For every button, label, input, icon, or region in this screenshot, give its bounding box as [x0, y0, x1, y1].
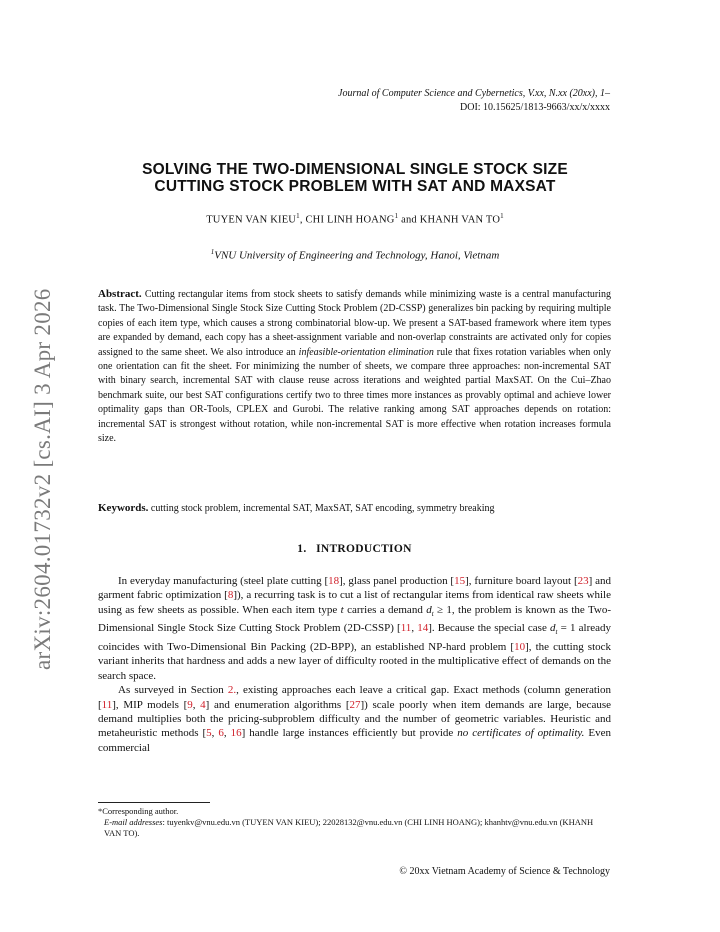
intro-paragraph-1 [98, 574, 611, 683]
citation-link[interactable]: 8 [227, 589, 234, 602]
title-line-1: SOLVING THE TWO-DIMENSIONAL SINGLE STOCK SIZE [142, 161, 568, 178]
math-sub: t [431, 610, 434, 618]
journal-doi: DOI: 10.15625/1813-9663/xx/x/xxxx [460, 102, 610, 113]
citation-link[interactable]: 14 [417, 622, 429, 635]
author-2-affil: 1 [394, 212, 399, 220]
text: , existing approaches each leave a critical gap. Exact methods (column generation [ [98, 684, 611, 711]
abstract [98, 287, 611, 446]
citation-link[interactable]: 9 [187, 698, 193, 711]
intro-paragraph-2 [98, 683, 611, 755]
text: ] handle large instances efficiently but provide [241, 727, 458, 740]
abstract-text-a: Cutting rectangular items from stock sheets to satisfy demands while minimizing waste is a central manufacturing task. The Two-Dimensional Single Stock Size Cutting Stock Problem (2D-CSSP) generalizes bin packing by requiring multiple copies of each item type, which causes a strong combinatorial blow-up. We present a SAT-based framework where item types are expanded by demand, each copy has a sheet-assignment variable and non-overlap constraints are activated only for copies assigned to the same sheet. We also introduce an [98, 289, 611, 358]
email-text: : tuyenkv@vnu.edu.vn (TUYEN VAN KIEU); 22028132@vnu.edu.vn (CHI LINH HOANG); khanhtv@vnu.edu.vn (KHANH VAN TO). [104, 817, 594, 838]
text: ≥ 1, the problem is known as the Two-Dimensional Single Stock Size Cutting Stock Problem (2D-CSSP) [ [98, 603, 612, 635]
section-title: INTRODUCTION [316, 543, 412, 555]
citation-link[interactable]: 11 [400, 622, 412, 635]
text: In everyday manufacturing (steel plate cutting [ [118, 575, 329, 587]
text: As surveyed in Section [118, 684, 228, 697]
abstract-emphasis: infeasible-orientation elimination [298, 346, 434, 358]
citation-link[interactable]: 11 [101, 698, 113, 711]
section-link[interactable]: 2. [227, 684, 237, 697]
keywords-text: cutting stock problem, incremental SAT, MaxSAT, SAT encoding, symmetry breaking [148, 503, 495, 514]
affiliation [100, 248, 610, 262]
author-3-affil: 1 [500, 212, 504, 220]
text: ]. Because the special case [428, 622, 550, 635]
email-label: E-mail addresses [104, 817, 163, 827]
math-var: d [426, 603, 432, 616]
text: = 1 already coincides with Two-Dimensional Bin Packing (2D-BPP), an established NP-hard problem [ [98, 622, 612, 653]
emphasis: no certificates of optimality. [457, 727, 585, 740]
text: , [211, 727, 219, 740]
math-var: d [550, 622, 556, 635]
journal-citation: Journal of Computer Science and Cybernetics, V.xx, N.xx (20xx), 1– [338, 88, 610, 99]
section-number: 1. [297, 543, 307, 555]
author-1: TUYEN VAN KIEU [206, 214, 297, 226]
author-3: KHANH VAN TO [419, 214, 501, 226]
copyright-notice: © 20xx Vietnam Academy of Science & Technology [399, 866, 610, 877]
citation-link[interactable]: 27 [349, 698, 361, 711]
journal-header [338, 87, 610, 115]
paper-title [100, 161, 610, 195]
author-list [100, 212, 610, 226]
affiliation-text: VNU University of Engineering and Technology, Hanoi, Vietnam [214, 249, 500, 262]
citation-link[interactable]: 4 [200, 698, 206, 711]
text: ], the cutting stock variant inherits that hardness and adds a new layer of difficulty rooted in the multiplicative effect of demands on the search space. [98, 641, 612, 682]
citation-link[interactable]: 6 [218, 727, 224, 740]
corresponding-author-note: *Corresponding author. [98, 806, 179, 816]
arxiv-identifier: arXiv:2604.01732v2 [cs.AI] 3 Apr 2026 [30, 288, 55, 670]
text: ]), a recurring task is to cut a list of rectangular items from identical raw sheets while using as few sheets as possible. When each item type [98, 589, 611, 616]
affiliation-marker: 1 [210, 248, 215, 256]
introduction-body [98, 574, 611, 755]
keywords [98, 501, 611, 516]
arxiv-sidebar [0, 270, 60, 670]
citation-link[interactable]: 18 [328, 575, 340, 587]
citation-link[interactable]: 15 [454, 575, 466, 587]
keywords-label: Keywords. [98, 502, 149, 514]
text: , [192, 698, 201, 711]
text: ] and garment fabric optimization [ [98, 575, 612, 602]
text: Even commercial [98, 727, 612, 754]
author-separator: , [299, 214, 306, 226]
email-addresses [98, 817, 611, 839]
text: , [411, 622, 418, 635]
citation-link[interactable]: 5 [206, 727, 212, 740]
footnote-rule [98, 802, 210, 803]
citation-link[interactable]: 16 [230, 727, 242, 740]
author-2: CHI LINH HOANG [305, 214, 395, 226]
text: ], furniture board layout [ [465, 575, 578, 587]
section-heading [98, 543, 611, 555]
text: ]) scale poorly when item demands are large, because demand multiplies both the pricing-subproblem difficulty and the number of geometric variables. Heuristic and metaheuristic methods [ [98, 698, 611, 740]
text: ], MIP models [ [112, 698, 188, 711]
text: ] and enumeration algorithms [ [205, 698, 350, 711]
text: ], glass panel production [ [339, 575, 455, 587]
math-var: t [340, 603, 344, 616]
text: carries a demand [343, 603, 427, 616]
citation-link[interactable]: 10 [514, 641, 526, 653]
author-and: and [398, 214, 420, 226]
author-1-affil: 1 [296, 212, 300, 220]
citation-link[interactable]: 23 [577, 575, 589, 587]
footnote [98, 806, 611, 839]
abstract-label: Abstract. [98, 288, 142, 300]
abstract-text-b: rule that fixes rotation variables when only one orientation can fit the sheet. For minimizing the number of sheets, we compare three approaches: non-incremental SAT with binary search, incremental SAT with clause reuse across iterations and weighted partial MaxSAT. On the Cui–Zhao benchmark suite, our best SAT configurations certify two to three times more instances as provably optimal and achieve lower optimality gaps than OR-Tools, CPLEX and Gurobi. The relative ranking among SAT approaches depends on rotation: incremental SAT is strongest without rotation, while non-incremental SAT is more effective when rotation increases formula size. [98, 346, 612, 445]
title-line-2: CUTTING STOCK PROBLEM WITH SAT AND MAXSAT [154, 178, 556, 195]
math-sub: t [555, 628, 558, 637]
text: , [223, 727, 231, 740]
